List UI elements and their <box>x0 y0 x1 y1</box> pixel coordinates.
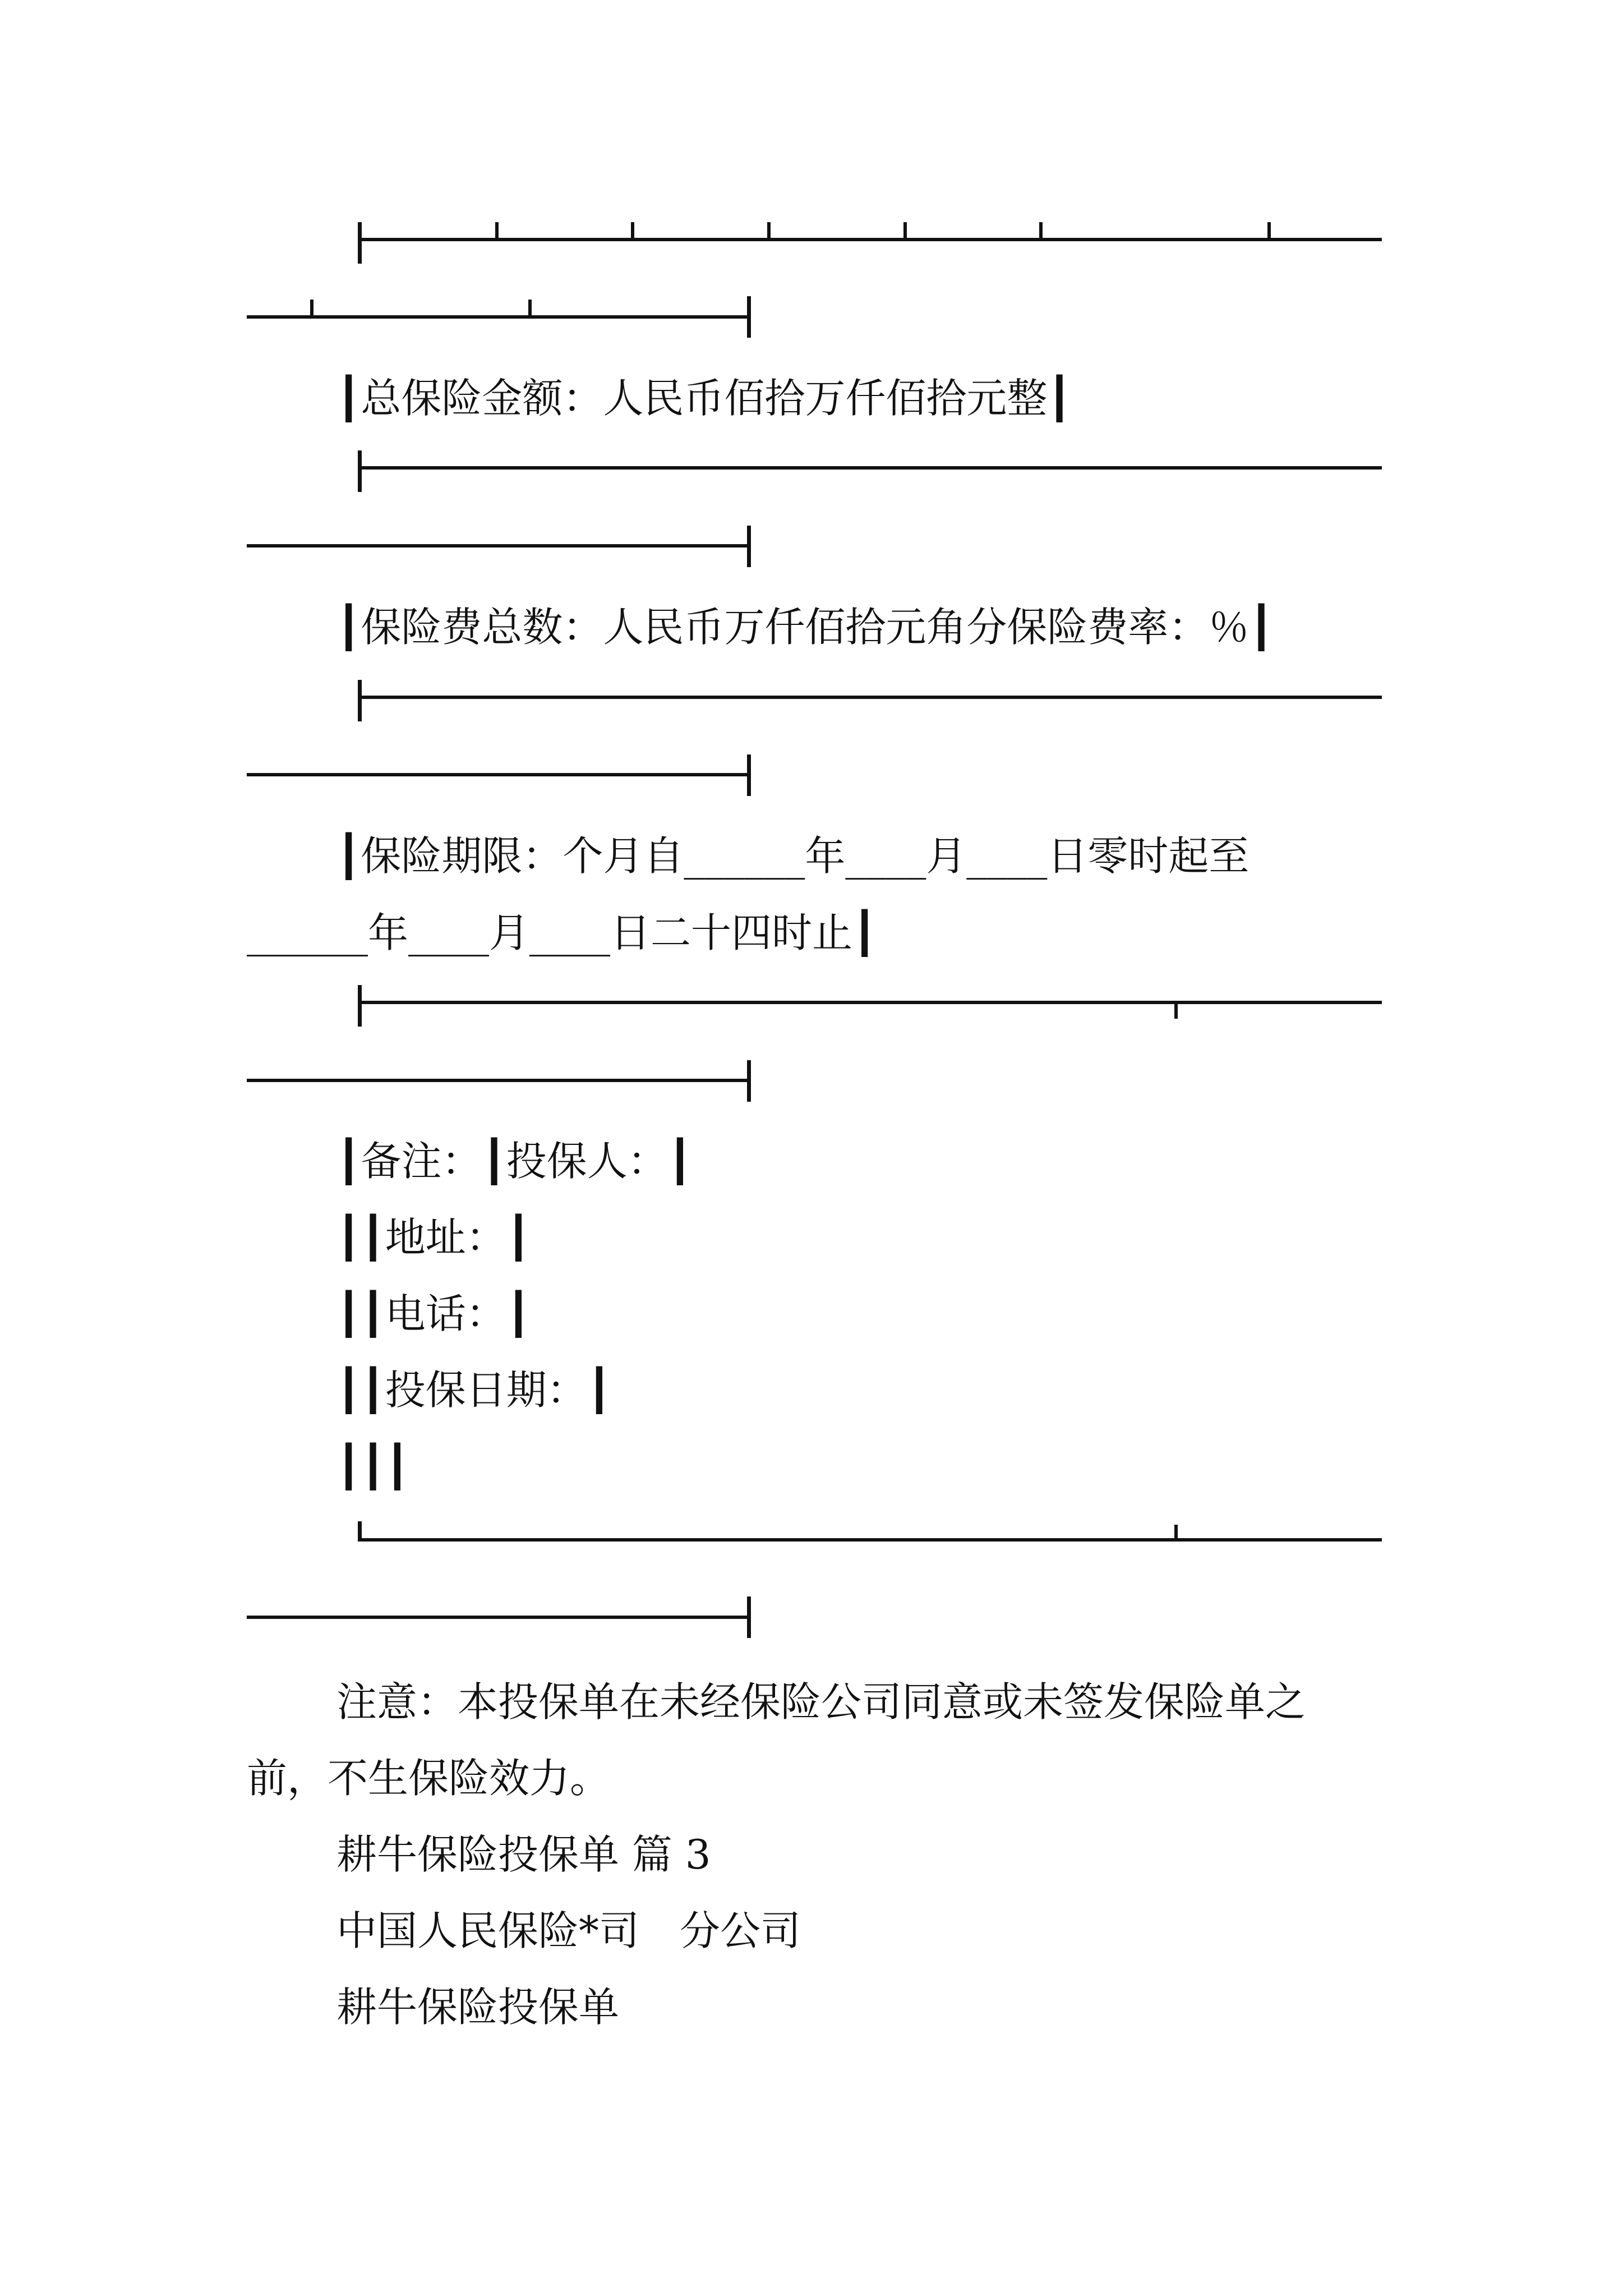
insurance-period-row-continued: ______年____月____日二十四时止┃ <box>247 909 877 956</box>
application-date-row: ┃┃投保日期：┃ <box>336 1366 612 1414</box>
empty-row: ┃┃┃ <box>336 1443 410 1490</box>
notice-line-2: 前，不生保险效力。 <box>247 1755 611 1802</box>
form-title: 耕牛保险投保单 <box>336 1984 620 2031</box>
section-heading: 耕牛保险投保单 篇 3 <box>336 1831 711 1878</box>
total-insured-row: ┃总保险金额：人民币佰拾万仟佰拾元整┃ <box>336 375 1072 422</box>
remarks-applicant-row: ┃备注：┃投保人：┃ <box>336 1138 693 1185</box>
phone-row: ┃┃电话：┃ <box>336 1290 531 1337</box>
insurance-period-row: ┃保险期限：个月自______年____月____日零时起至 <box>336 832 1249 880</box>
notice-line-1: 注意：本投保单在未经保险公司同意或未签发保险单之 <box>336 1678 1306 1726</box>
address-row: ┃┃地址：┃ <box>336 1214 531 1261</box>
company-name: 中国人民保险*司 分公司 <box>336 1907 801 1954</box>
premium-row: ┃保险费总数：人民币万仟佰拾元角分保险费率：％┃ <box>336 604 1274 651</box>
